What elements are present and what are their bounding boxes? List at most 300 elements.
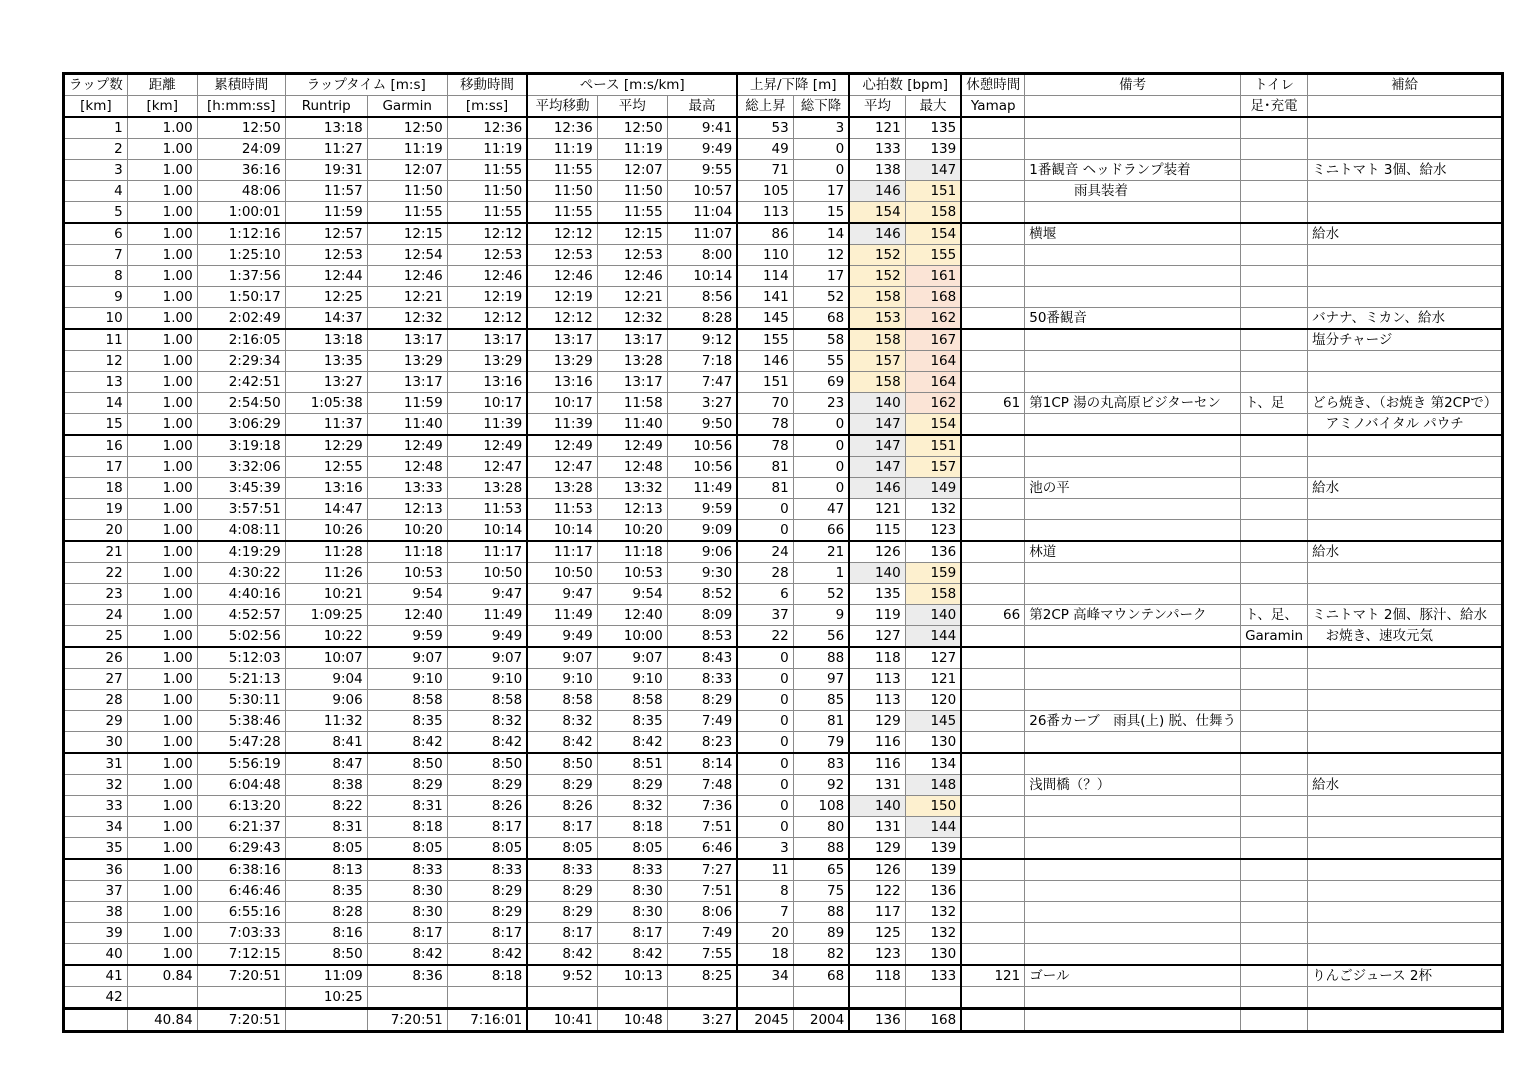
pace-avg-cell [597, 987, 667, 1009]
hr-avg-cell: 140 [849, 796, 905, 817]
lap-number-cell: 17 [64, 457, 128, 478]
total-up-cell: 145 [737, 308, 793, 330]
table-row [64, 478, 1503, 499]
note-cell [1025, 563, 1241, 584]
pace-max-cell: 10:56 [667, 457, 737, 478]
total-up-cell: 141 [737, 287, 793, 308]
garmin-lap-time-cell: 9:54 [367, 584, 447, 605]
note-cell [1025, 944, 1241, 966]
hr-max-cell: 164 [905, 351, 961, 372]
distance-cell: 1.00 [127, 690, 197, 711]
pace-max-cell: 11:07 [667, 223, 737, 245]
moving-time-cell: 11:55 [447, 160, 527, 181]
hr-avg-cell: 146 [849, 223, 905, 245]
distance-cell: 1.00 [127, 923, 197, 944]
note-cell: 第2CP 高峰マウンテンパーク [1025, 605, 1241, 626]
table-row [64, 965, 1503, 987]
lap-number-cell [64, 1009, 128, 1032]
runtrip-lap-time-cell: 8:22 [285, 796, 367, 817]
note-cell [1025, 753, 1241, 775]
moving-time-cell: 12:12 [447, 223, 527, 245]
total-up-cell: 78 [737, 414, 793, 436]
toilet-cell [1241, 287, 1308, 308]
garmin-lap-time-cell: 8:18 [367, 817, 447, 838]
total-up-cell: 0 [737, 753, 793, 775]
pace-avg-moving-cell: 12:46 [527, 266, 597, 287]
toilet-cell [1241, 329, 1308, 351]
total-down-cell: 17 [793, 181, 849, 202]
pace-avg-cell: 11:18 [597, 541, 667, 563]
toilet-cell [1241, 923, 1308, 944]
hr-max-cell: 144 [905, 626, 961, 648]
supply-cell [1308, 923, 1503, 944]
supply-cell: 塩分チャージ [1308, 329, 1503, 351]
hr-avg-cell: 121 [849, 117, 905, 139]
total-up-cell: 86 [737, 223, 793, 245]
supply-cell [1308, 711, 1503, 732]
hr-avg-cell: 122 [849, 881, 905, 902]
runtrip-lap-time-cell: 10:07 [285, 647, 367, 669]
rest-time-cell [961, 435, 1025, 457]
pace-avg-moving-cell: 12:19 [527, 287, 597, 308]
table-row [64, 435, 1503, 457]
subheader-hr-avg: 平均 [849, 96, 905, 118]
pace-avg-moving-cell: 11:53 [527, 499, 597, 520]
pace-max-cell: 8:43 [667, 647, 737, 669]
hr-max-cell: 139 [905, 838, 961, 860]
moving-time-cell: 12:47 [447, 457, 527, 478]
total-up-cell: 151 [737, 372, 793, 393]
table-row [64, 457, 1503, 478]
toilet-cell [1241, 478, 1308, 499]
moving-time-cell: 11:55 [447, 202, 527, 224]
pace-avg-cell: 10:00 [597, 626, 667, 648]
toilet-cell [1241, 711, 1308, 732]
distance-cell: 1.00 [127, 902, 197, 923]
pace-avg-moving-cell [527, 987, 597, 1009]
lap-number-cell: 12 [64, 351, 128, 372]
garmin-lap-time-cell: 9:10 [367, 669, 447, 690]
note-cell [1025, 435, 1241, 457]
supply-cell: ミニトマト 3個、給水 [1308, 160, 1503, 181]
toilet-cell [1241, 351, 1308, 372]
table-row [64, 266, 1503, 287]
rest-time-cell [961, 223, 1025, 245]
pace-avg-moving-cell: 13:28 [527, 478, 597, 499]
moving-time-cell: 8:29 [447, 902, 527, 923]
rest-time-cell [961, 817, 1025, 838]
pace-avg-cell: 12:50 [597, 117, 667, 139]
moving-time-cell: 13:29 [447, 351, 527, 372]
cumulative-time-cell: 2:54:50 [197, 393, 285, 414]
cumulative-time-cell: 4:08:11 [197, 520, 285, 542]
lap-number-cell: 6 [64, 223, 128, 245]
moving-time-cell: 12:53 [447, 245, 527, 266]
rest-time-cell [961, 838, 1025, 860]
pace-avg-cell: 12:21 [597, 287, 667, 308]
total-up-cell: 0 [737, 796, 793, 817]
pace-avg-cell: 8:29 [597, 775, 667, 796]
lap-number-cell: 29 [64, 711, 128, 732]
cumulative-time-cell: 6:29:43 [197, 838, 285, 860]
header-lap-time: ラップタイム [m:s] [285, 74, 447, 96]
total-down-cell: 108 [793, 796, 849, 817]
hr-avg-cell: 158 [849, 372, 905, 393]
distance-cell: 1.00 [127, 139, 197, 160]
distance-cell: 1.00 [127, 881, 197, 902]
lap-number-cell: 42 [64, 987, 128, 1009]
supply-cell [1308, 987, 1503, 1009]
table-row [64, 923, 1503, 944]
hr-max-cell: 148 [905, 775, 961, 796]
note-cell: 雨具装着 [1025, 181, 1241, 202]
total-up-cell: 11 [737, 859, 793, 881]
toilet-cell [1241, 987, 1308, 1009]
pace-avg-moving-cell: 10:14 [527, 520, 597, 542]
pace-avg-cell: 12:15 [597, 223, 667, 245]
cumulative-time-cell: 5:47:28 [197, 732, 285, 754]
supply-cell [1308, 669, 1503, 690]
moving-time-cell: 8:32 [447, 711, 527, 732]
distance-cell [127, 987, 197, 1009]
lap-number-cell: 23 [64, 584, 128, 605]
cumulative-time-cell: 1:37:56 [197, 266, 285, 287]
rest-time-cell [961, 902, 1025, 923]
garmin-lap-time-cell: 13:29 [367, 351, 447, 372]
garmin-lap-time-cell: 13:17 [367, 329, 447, 351]
total-down-cell: 14 [793, 223, 849, 245]
runtrip-lap-time-cell: 10:25 [285, 987, 367, 1009]
subheader-avg: 平均 [597, 96, 667, 118]
unit-km: [km] [127, 96, 197, 118]
distance-cell: 1.00 [127, 605, 197, 626]
toilet-cell: ト、足 [1241, 393, 1308, 414]
pace-avg-moving-cell: 10:50 [527, 563, 597, 584]
hr-max-cell: 162 [905, 393, 961, 414]
cumulative-time-cell [197, 987, 285, 1009]
distance-cell: 1.00 [127, 859, 197, 881]
header-rest-time: 休憩時間 [961, 74, 1025, 96]
hr-avg-cell: 153 [849, 308, 905, 330]
total-down-cell: 17 [793, 266, 849, 287]
pace-max-cell: 7:36 [667, 796, 737, 817]
supply-cell [1308, 944, 1503, 966]
pace-avg-moving-cell: 12:47 [527, 457, 597, 478]
runtrip-lap-time-cell: 11:59 [285, 202, 367, 224]
hr-max-cell: 158 [905, 584, 961, 605]
total-up-cell: 18 [737, 944, 793, 966]
rest-time-cell [961, 372, 1025, 393]
table-row [64, 775, 1503, 796]
cumulative-time-cell: 12:50 [197, 117, 285, 139]
moving-time-cell: 11:17 [447, 541, 527, 563]
garmin-lap-time-cell: 8:30 [367, 881, 447, 902]
total-down-cell [793, 987, 849, 1009]
pace-avg-moving-cell: 13:17 [527, 329, 597, 351]
total-down-cell: 0 [793, 160, 849, 181]
hr-max-cell: 132 [905, 499, 961, 520]
cumulative-time-cell: 4:40:16 [197, 584, 285, 605]
pace-max-cell: 3:27 [667, 393, 737, 414]
hr-avg-cell: 126 [849, 859, 905, 881]
total-down-cell: 83 [793, 753, 849, 775]
rest-time-cell [961, 796, 1025, 817]
hr-avg-cell: 147 [849, 414, 905, 436]
lap-number-cell: 14 [64, 393, 128, 414]
cumulative-time-cell: 5:30:11 [197, 690, 285, 711]
lap-number-cell: 41 [64, 965, 128, 987]
pace-avg-moving-cell: 12:36 [527, 117, 597, 139]
runtrip-lap-time-cell: 11:37 [285, 414, 367, 436]
lap-rows [64, 117, 1503, 1032]
distance-cell: 1.00 [127, 435, 197, 457]
supply-cell [1308, 435, 1503, 457]
hr-max-cell: 162 [905, 308, 961, 330]
pace-avg-cell: 13:17 [597, 329, 667, 351]
pace-avg-cell: 12:53 [597, 245, 667, 266]
runtrip-lap-time-cell: 11:57 [285, 181, 367, 202]
moving-time-cell: 12:49 [447, 435, 527, 457]
hr-max-cell: 132 [905, 902, 961, 923]
note-cell: 1番観音 ヘッドランプ装着 [1025, 160, 1241, 181]
cumulative-time-cell: 5:38:46 [197, 711, 285, 732]
toilet-cell [1241, 160, 1308, 181]
table-row [64, 563, 1503, 584]
subheader-avg-moving: 平均移動 [527, 96, 597, 118]
lap-number-cell: 35 [64, 838, 128, 860]
garmin-lap-time-cell: 13:33 [367, 478, 447, 499]
distance-cell: 1.00 [127, 457, 197, 478]
pace-avg-cell: 13:17 [597, 372, 667, 393]
table-row [64, 308, 1503, 330]
garmin-lap-time-cell: 8:35 [367, 711, 447, 732]
total-up-cell [737, 987, 793, 1009]
table-row [64, 859, 1503, 881]
supply-cell [1308, 647, 1503, 669]
garmin-lap-time-cell: 12:54 [367, 245, 447, 266]
subheader-yamap: Yamap [961, 96, 1025, 118]
total-up-cell: 28 [737, 563, 793, 584]
note-cell [1025, 881, 1241, 902]
pace-avg-moving-cell: 11:17 [527, 541, 597, 563]
cumulative-time-cell: 1:25:10 [197, 245, 285, 266]
supply-cell [1308, 266, 1503, 287]
total-up-cell: 0 [737, 711, 793, 732]
table-row [64, 414, 1503, 436]
lap-number-cell: 18 [64, 478, 128, 499]
pace-max-cell: 9:55 [667, 160, 737, 181]
table-row [64, 690, 1503, 711]
toilet-cell [1241, 944, 1308, 966]
pace-avg-cell: 13:28 [597, 351, 667, 372]
garmin-lap-time-cell: 12:46 [367, 266, 447, 287]
hr-max-cell: 147 [905, 160, 961, 181]
lap-number-cell: 21 [64, 541, 128, 563]
lap-number-cell: 7 [64, 245, 128, 266]
note-cell: 第1CP 湯の丸高原ビジターセン [1025, 393, 1241, 414]
moving-time-cell: 9:49 [447, 626, 527, 648]
hr-avg-cell: 129 [849, 838, 905, 860]
pace-avg-cell: 11:40 [597, 414, 667, 436]
runtrip-lap-time-cell: 13:27 [285, 372, 367, 393]
pace-avg-cell: 9:10 [597, 669, 667, 690]
garmin-lap-time-cell: 12:48 [367, 457, 447, 478]
cumulative-time-cell: 5:02:56 [197, 626, 285, 648]
runtrip-lap-time-cell: 11:32 [285, 711, 367, 732]
total-down-cell: 0 [793, 414, 849, 436]
pace-avg-moving-cell: 8:33 [527, 859, 597, 881]
pace-max-cell: 7:49 [667, 711, 737, 732]
cumulative-time-cell: 3:57:51 [197, 499, 285, 520]
note-cell [1025, 287, 1241, 308]
note-cell [1025, 626, 1241, 648]
table-row [64, 393, 1503, 414]
distance-cell: 1.00 [127, 223, 197, 245]
pace-max-cell: 8:14 [667, 753, 737, 775]
rest-time-cell [961, 541, 1025, 563]
lap-number-cell: 30 [64, 732, 128, 754]
toilet-cell [1241, 965, 1308, 987]
pace-avg-moving-cell: 8:50 [527, 753, 597, 775]
distance-cell: 1.00 [127, 287, 197, 308]
moving-time-cell: 13:16 [447, 372, 527, 393]
pace-avg-cell: 10:13 [597, 965, 667, 987]
table-row [64, 351, 1503, 372]
moving-time-cell: 11:49 [447, 605, 527, 626]
total-down-cell: 23 [793, 393, 849, 414]
pace-avg-cell: 12:32 [597, 308, 667, 330]
moving-time-cell [447, 987, 527, 1009]
moving-time-cell: 8:05 [447, 838, 527, 860]
pace-avg-cell: 8:42 [597, 944, 667, 966]
pace-avg-cell: 11:50 [597, 181, 667, 202]
garmin-lap-time-cell: 8:17 [367, 923, 447, 944]
rest-time-cell [961, 202, 1025, 224]
supply-cell [1308, 902, 1503, 923]
table-row [64, 669, 1503, 690]
hr-max-cell: 136 [905, 881, 961, 902]
pace-max-cell: 11:04 [667, 202, 737, 224]
hr-avg-cell: 121 [849, 499, 905, 520]
hr-max-cell: 155 [905, 245, 961, 266]
table-row [64, 499, 1503, 520]
garmin-lap-time-cell: 8:42 [367, 944, 447, 966]
garmin-lap-time-cell: 12:32 [367, 308, 447, 330]
pace-max-cell: 8:29 [667, 690, 737, 711]
lap-number-cell: 11 [64, 329, 128, 351]
total-down-cell: 92 [793, 775, 849, 796]
total-up-cell: 49 [737, 139, 793, 160]
supply-cell: ミニトマト 2個、豚汁、給水 [1308, 605, 1503, 626]
pace-avg-moving-cell: 9:47 [527, 584, 597, 605]
hr-avg-cell: 158 [849, 329, 905, 351]
rest-time-cell [961, 669, 1025, 690]
pace-max-cell: 9:59 [667, 499, 737, 520]
table-row [64, 584, 1503, 605]
supply-cell [1308, 351, 1503, 372]
supply-cell: 給水 [1308, 775, 1503, 796]
rest-time-cell [961, 944, 1025, 966]
runtrip-lap-time-cell: 12:44 [285, 266, 367, 287]
hr-avg-cell: 131 [849, 817, 905, 838]
distance-cell: 1.00 [127, 329, 197, 351]
pace-max-cell: 8:56 [667, 287, 737, 308]
total-down-cell: 9 [793, 605, 849, 626]
cumulative-time-cell: 2:29:34 [197, 351, 285, 372]
pace-avg-cell: 8:32 [597, 796, 667, 817]
pace-avg-cell: 8:35 [597, 711, 667, 732]
cumulative-time-cell: 48:06 [197, 181, 285, 202]
rest-time-cell: 61 [961, 393, 1025, 414]
supply-cell: お焼き、速攻元気 [1308, 626, 1503, 648]
pace-avg-moving-cell: 11:55 [527, 202, 597, 224]
hr-max-cell: 157 [905, 457, 961, 478]
table-row [64, 987, 1503, 1009]
rest-time-cell [961, 753, 1025, 775]
garmin-lap-time-cell: 9:07 [367, 647, 447, 669]
rest-time-cell [961, 732, 1025, 754]
lap-number-cell: 36 [64, 859, 128, 881]
distance-cell: 1.00 [127, 584, 197, 605]
header-notes: 備考 [1025, 74, 1241, 96]
subheader-max: 最高 [667, 96, 737, 118]
toilet-cell [1241, 139, 1308, 160]
distance-cell: 1.00 [127, 563, 197, 584]
table-row [64, 329, 1503, 351]
pace-max-cell: 9:50 [667, 414, 737, 436]
note-cell [1025, 690, 1241, 711]
hr-avg-cell: 113 [849, 669, 905, 690]
hr-avg-cell: 127 [849, 626, 905, 648]
pace-avg-cell: 12:49 [597, 435, 667, 457]
table-row [64, 626, 1503, 648]
garmin-lap-time-cell: 8:58 [367, 690, 447, 711]
header-moving-time: 移動時間 [447, 74, 527, 96]
table-row [64, 647, 1503, 669]
hr-avg-cell: 147 [849, 457, 905, 478]
toilet-cell [1241, 223, 1308, 245]
total-down-cell: 97 [793, 669, 849, 690]
cumulative-time-cell: 3:19:18 [197, 435, 285, 457]
distance-cell: 1.00 [127, 711, 197, 732]
lap-number-cell: 37 [64, 881, 128, 902]
supply-cell [1308, 859, 1503, 881]
total-up-cell: 20 [737, 923, 793, 944]
moving-time-cell: 12:12 [447, 308, 527, 330]
distance-cell: 1.00 [127, 944, 197, 966]
lap-number-cell: 10 [64, 308, 128, 330]
rest-time-cell: 66 [961, 605, 1025, 626]
table-row [64, 372, 1503, 393]
supply-cell: りんごジュース 2杯 [1308, 965, 1503, 987]
hr-avg-cell: 129 [849, 711, 905, 732]
total-down-cell: 58 [793, 329, 849, 351]
pace-avg-moving-cell: 8:32 [527, 711, 597, 732]
toilet-cell [1241, 647, 1308, 669]
note-cell [1025, 669, 1241, 690]
header-elevation: 上昇/下降 [m] [737, 74, 849, 96]
toilet-cell [1241, 838, 1308, 860]
table-row [64, 541, 1503, 563]
total-down-cell: 21 [793, 541, 849, 563]
garmin-lap-time-cell: 12:15 [367, 223, 447, 245]
supply-cell: 給水 [1308, 541, 1503, 563]
moving-time-cell: 11:53 [447, 499, 527, 520]
total-down-cell: 88 [793, 902, 849, 923]
pace-avg-moving-cell: 8:26 [527, 796, 597, 817]
hr-avg-cell: 118 [849, 647, 905, 669]
total-down-cell: 1 [793, 563, 849, 584]
